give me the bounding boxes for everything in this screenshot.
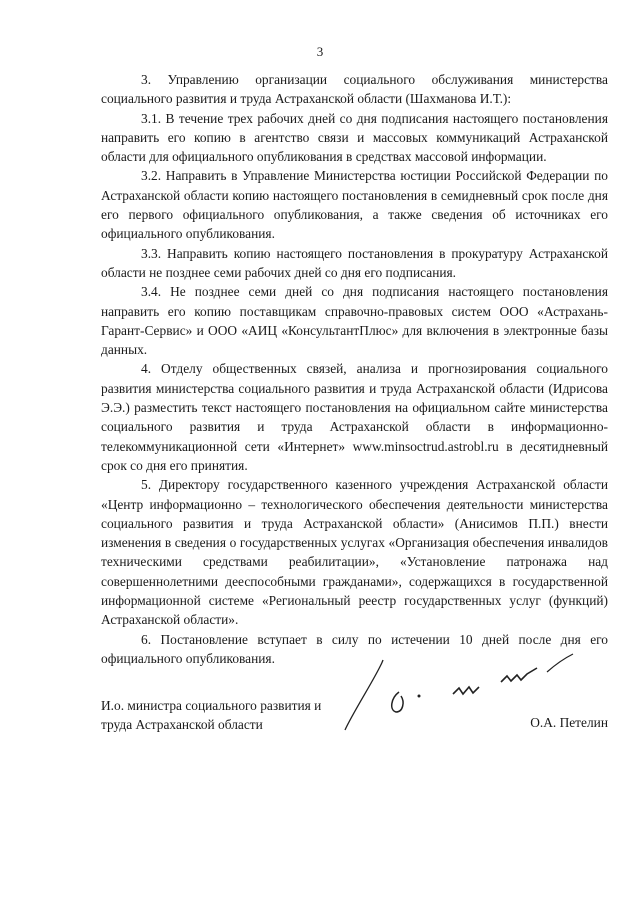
paragraph-3-2: 3.2. Направить в Управление Министерства юстиции Российской Федерации по Астраханской области копию настоящего постановления в семидневный срок после дня его первого официального опубликования, а также сведения об источниках его официального опубликования. [101, 168, 608, 242]
paragraph-6: 6. Постановление вступает в силу по истечении 10 дней после дня его официального опубликования. [101, 631, 608, 666]
paragraph-4: 4. Отделу общественных связей, анализа и прогнозирования социального развития министерства социального развития и труда Астраханской области (Идрисова Э.Э.) разместить текст настоящего постановления на официальном сайте министерства социального развития и труда Астраханской области в информационно-телекоммуникационной сети «Интернет» www.minsoctrud.astrobl.ru в десятидневный срок со дня его принятия. [101, 361, 608, 473]
signatory-position [101, 696, 361, 734]
paragraph-5: 5. Директору государственного казенного учреждения Астраханской области «Центр информационно – технологического обеспечения деятельности министерства социального развития и труда Астраханской области» (Анисимов П.П.) внести изменения в сведения о государственных услугах «Организация обеспечения инвалидов техническими средствами реабилитации», «Установление патронажа над совершеннолетними дееспособными гражданами», содержащихся в государственной информационной системе «Региональный реестр государственных услуг (функций) Астраханской области». [101, 477, 608, 628]
page-number: 3 [316, 44, 324, 59]
signature-block [101, 680, 608, 760]
signatory-name: О.А. Петелин [530, 715, 608, 730]
signatory-position-line1: И.о. министра социального развития и [101, 698, 322, 713]
paragraph-3-3: 3.3. Направить копию настоящего постановления в прокуратуру Астраханской области не позднее семи рабочих дней со дня его подписания. [101, 245, 608, 280]
signatory-position-line2: труда Астраханской области [101, 717, 263, 732]
paragraph-3-4: 3.4. Не позднее семи дней со дня подписания настоящего постановления направить его копию поставщикам справочно-правовых систем ООО «Астрахань-Гарант-Сервис» и ООО «АИЦ «КонсультантПлюс» для включения в электронные базы данных. [101, 284, 608, 358]
paragraph-3: 3. Управлению организации социального обслуживания министерства социального развития и труда Астраханской области (Шахманова И.Т.): [101, 72, 608, 107]
document-body [101, 70, 608, 668]
paragraph-3-1: 3.1. В течение трех рабочих дней со дня подписания настоящего постановления направить его копию в агентство связи и массовых коммуникаций Астраханской области для официального опубликования в средствах массовой информации. [101, 110, 608, 165]
